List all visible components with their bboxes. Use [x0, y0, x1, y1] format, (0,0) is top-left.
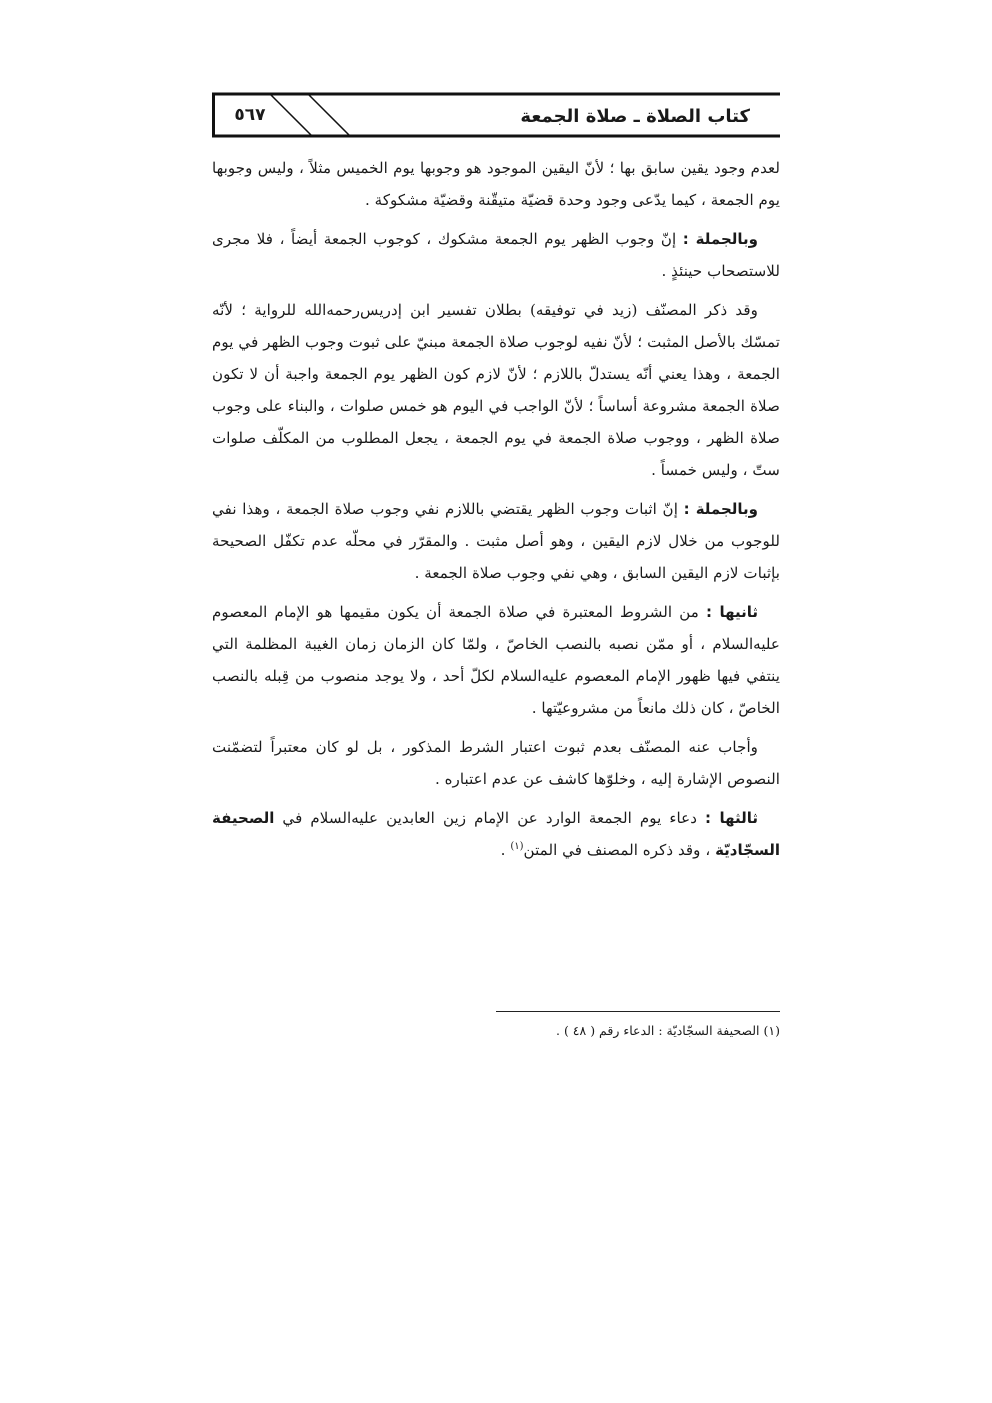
paragraph-text: من الشروط المعتبرة في صلاة الجمعة أن يكون مقيمها هو الإمام المعصوم عليه‌السلام ، أو ممّن نصبه بالنصب الخاصّ ، ولمّا كان الزمان زمان الغيبة المظلمة التي ينتفي فيها ظهور الإمام المعصوم عليه‌السلام لكلّ أحد ، ولا يوجد منصوب من قِبله بالنصب الخاصّ ، كان ذلك مانعاً من مشروعيّتها .: [212, 603, 780, 717]
paragraph-7: [212, 802, 780, 866]
paragraph-lead: وبالجملة :: [682, 230, 758, 248]
book-title: الصحيفة السجّاديّة: [212, 809, 780, 859]
paragraph-1: [212, 152, 780, 216]
paragraph-3: [212, 294, 780, 486]
paragraph-text: ، وقد ذكره المصنف في المتن: [523, 841, 716, 859]
paragraph-text: إنّ وجوب الظهر يوم الجمعة مشكوك ، كوجوب الجمعة أيضاً ، فلا مجرى للاستصحاب حينئذٍ .: [212, 230, 780, 280]
footnote-separator: [496, 1011, 780, 1012]
paragraph-end: .: [500, 841, 511, 859]
running-title: كتاب الصلاة ـ صلاة الجمعة: [520, 106, 750, 127]
footnote: (١) الصحيفة السجّاديّة : الدعاء رقم ( ٤٨ ) .: [556, 1023, 780, 1038]
paragraph-lead: وبالجملة :: [683, 500, 759, 518]
paragraph-2: [212, 223, 780, 287]
page-number: ٥٦٧: [234, 105, 266, 125]
footnote-reference[interactable]: (١): [510, 840, 524, 852]
paragraph-lead: ثالثها :: [705, 809, 759, 827]
paragraph-text: إنّ اثبات وجوب الظهر يقتضي باللازم نفي وجوب صلاة الجمعة ، وهذا نفي للوجوب من خلال لازم اليقين ، وهو أصل مثبت . والمقرّر في محلّه عدم تكفّل الصحيحة بإثبات لازم اليقين السابق ، وهي نفي وجوب صلاة الجمعة .: [212, 500, 780, 582]
paragraph-5: [212, 596, 780, 724]
paragraph-text: وأجاب عنه المصنّف بعدم ثبوت اعتبار الشرط المذكور ، بل لو كان معتبراً لتضمّنت النصوص الإشارة إليه ، وخلوّها كاشف عن عدم اعتباره .: [212, 738, 780, 788]
paragraph-text: دعاء يوم الجمعة الوارد عن الإمام زين العابدين عليه‌السلام في: [274, 809, 706, 827]
paragraph-6: [212, 731, 780, 795]
paragraph-text: لعدم وجود يقين سابق بها ؛ لأنّ اليقين الموجود هو وجوبها يوم الخميس مثلاً ، وليس وجوبها يوم الجمعة ، كيما يدّعى وجود وحدة قضيّة متيقّنة وقضيّة مشكوكة .: [212, 159, 780, 209]
paragraph-4: [212, 493, 780, 589]
main-text: [212, 152, 780, 873]
page-header: [212, 92, 780, 138]
paragraph-lead: ثانيها :: [705, 603, 759, 621]
paragraph-text: وقد ذكر المصنّف (زيد في توفيقه) بطلان تفسير ابن إدريس‌رحمه‌الله للرواية ؛ لأنّه تمسّك بالأصل المثبت ؛ لأنّ نفيه لوجوب صلاة الجمعة مبنيّ على ثبوت وجوب الظهر في يوم الجمعة ، وهذا يعني أنّه يستدلّ باللازم ؛ لأنّ لازم كون الظهر يوم الجمعة واجبة أن لا تكون صلاة الجمعة مشروعة أساساً ؛ لأنّ الواجب في اليوم هو خمس صلوات ، والبناء على وجوب صلاة الظهر ، ووجوب صلاة الجمعة في يوم الجمعة ، يجعل المطلوب من المكلّف صلوات ستّ ، وليس خمساً .: [212, 301, 780, 479]
